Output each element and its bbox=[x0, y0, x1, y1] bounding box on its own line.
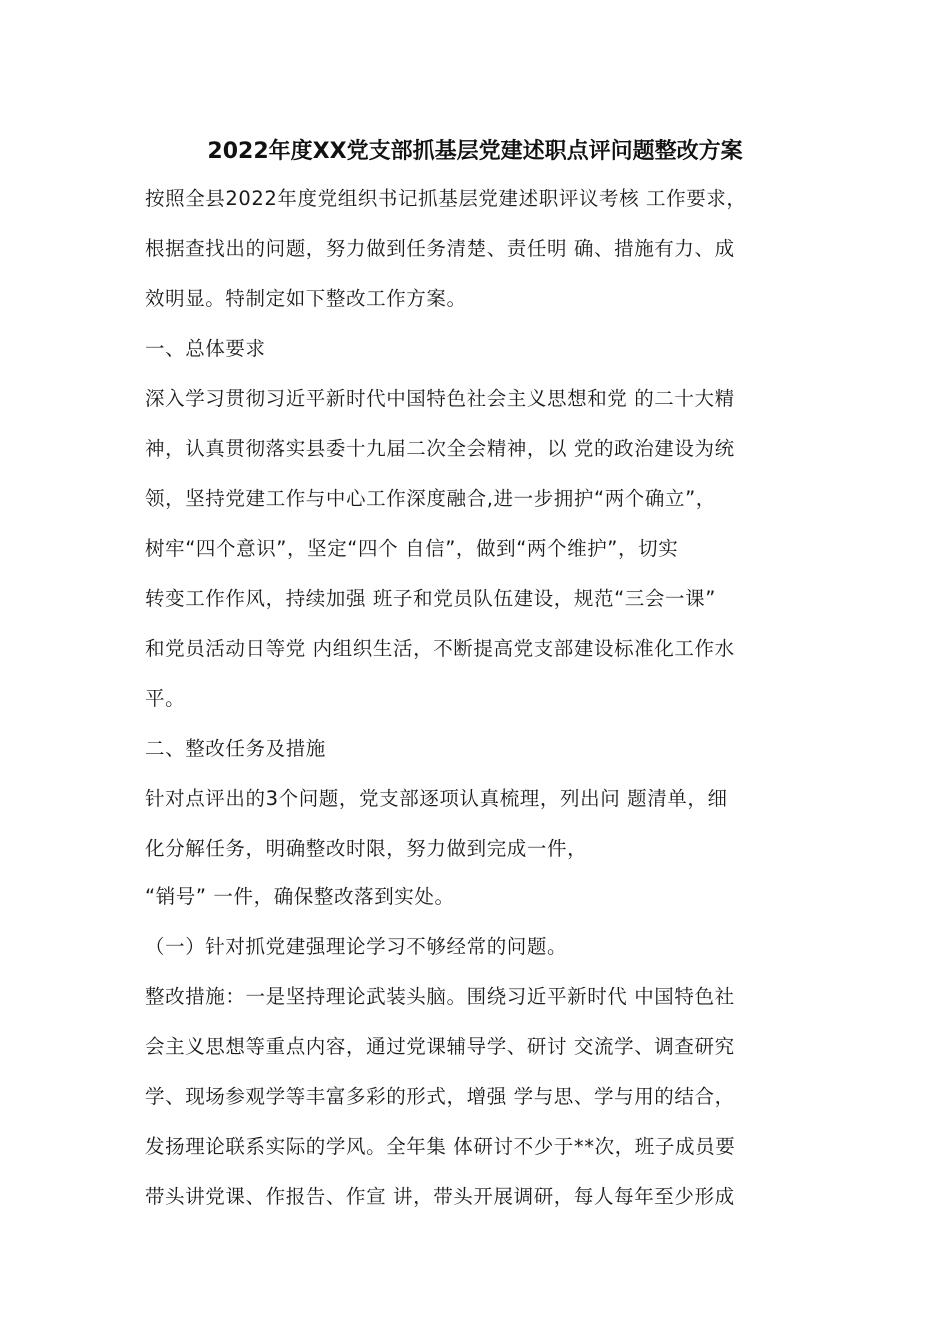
body-line: 根据查找出的问题，努力做到任务清楚、责任明 确、措施有力、成 bbox=[145, 237, 735, 260]
body-line: 整改措施：一是坚持理论武装头脑。围绕习近平新时代 中国特色社 bbox=[145, 985, 735, 1008]
body-line: 深入学习贯彻习近平新时代中国特色社会主义思想和党 的二十大精 bbox=[145, 387, 735, 410]
body-line: 和党员活动日等党 内组织生活，不断提高党支部建设标准化工作水 bbox=[145, 637, 735, 660]
body-line: 发扬理论联系实际的学风。全年集 体研讨不少于**次，班子成员要 bbox=[145, 1135, 736, 1158]
body-line: 神，认真贯彻落实县委十九届二次全会精神，以 党的政治建设为统 bbox=[145, 437, 735, 460]
section-heading: 二、整改任务及措施 bbox=[145, 737, 326, 760]
body-line: 学、现场参观学等丰富多彩的形式，增强 学与思、学与用的结合， bbox=[145, 1085, 735, 1108]
body-line: 带头讲党课、作报告、作宣 讲，带头开展调研，每人每年至少形成 bbox=[145, 1185, 735, 1208]
body-line: 领，坚持党建工作与中心工作深度融合,进一步拥护“两个确立”， bbox=[145, 487, 716, 510]
body-line: “销号” 一件，确保整改落到实处。 bbox=[145, 885, 455, 908]
body-line: 树牢“四个意识”，坚定“四个 自信”，做到“两个维护”，切实 bbox=[145, 537, 679, 560]
document-title: 2022年度XX党支部抓基层党建述职点评问题整改方案 bbox=[207, 139, 743, 164]
body-line: 化分解任务，明确整改时限，努力做到完成一件， bbox=[145, 837, 588, 860]
body-line: 效明显。特制定如下整改工作方案。 bbox=[145, 287, 467, 310]
body-line: 会主义思想等重点内容，通过党课辅导学、研讨 交流学、调查研究 bbox=[145, 1035, 735, 1058]
body-line: 平。 bbox=[145, 687, 186, 710]
section-heading: 一、总体要求 bbox=[145, 337, 266, 360]
body-line: 按照全县2022年度党组织书记抓基层党建述职评议考核 工作要求， bbox=[145, 187, 747, 210]
subsection-heading: （一）针对抓党建强理论学习不够经常的问题。 bbox=[145, 935, 568, 958]
body-line: 转变工作作风，持续加强 班子和党员队伍建设，规范“三会一课” bbox=[145, 587, 716, 610]
body-line: 针对点评出的3个问题，党支部逐项认真梳理，列出问 题清单，细 bbox=[145, 787, 728, 810]
